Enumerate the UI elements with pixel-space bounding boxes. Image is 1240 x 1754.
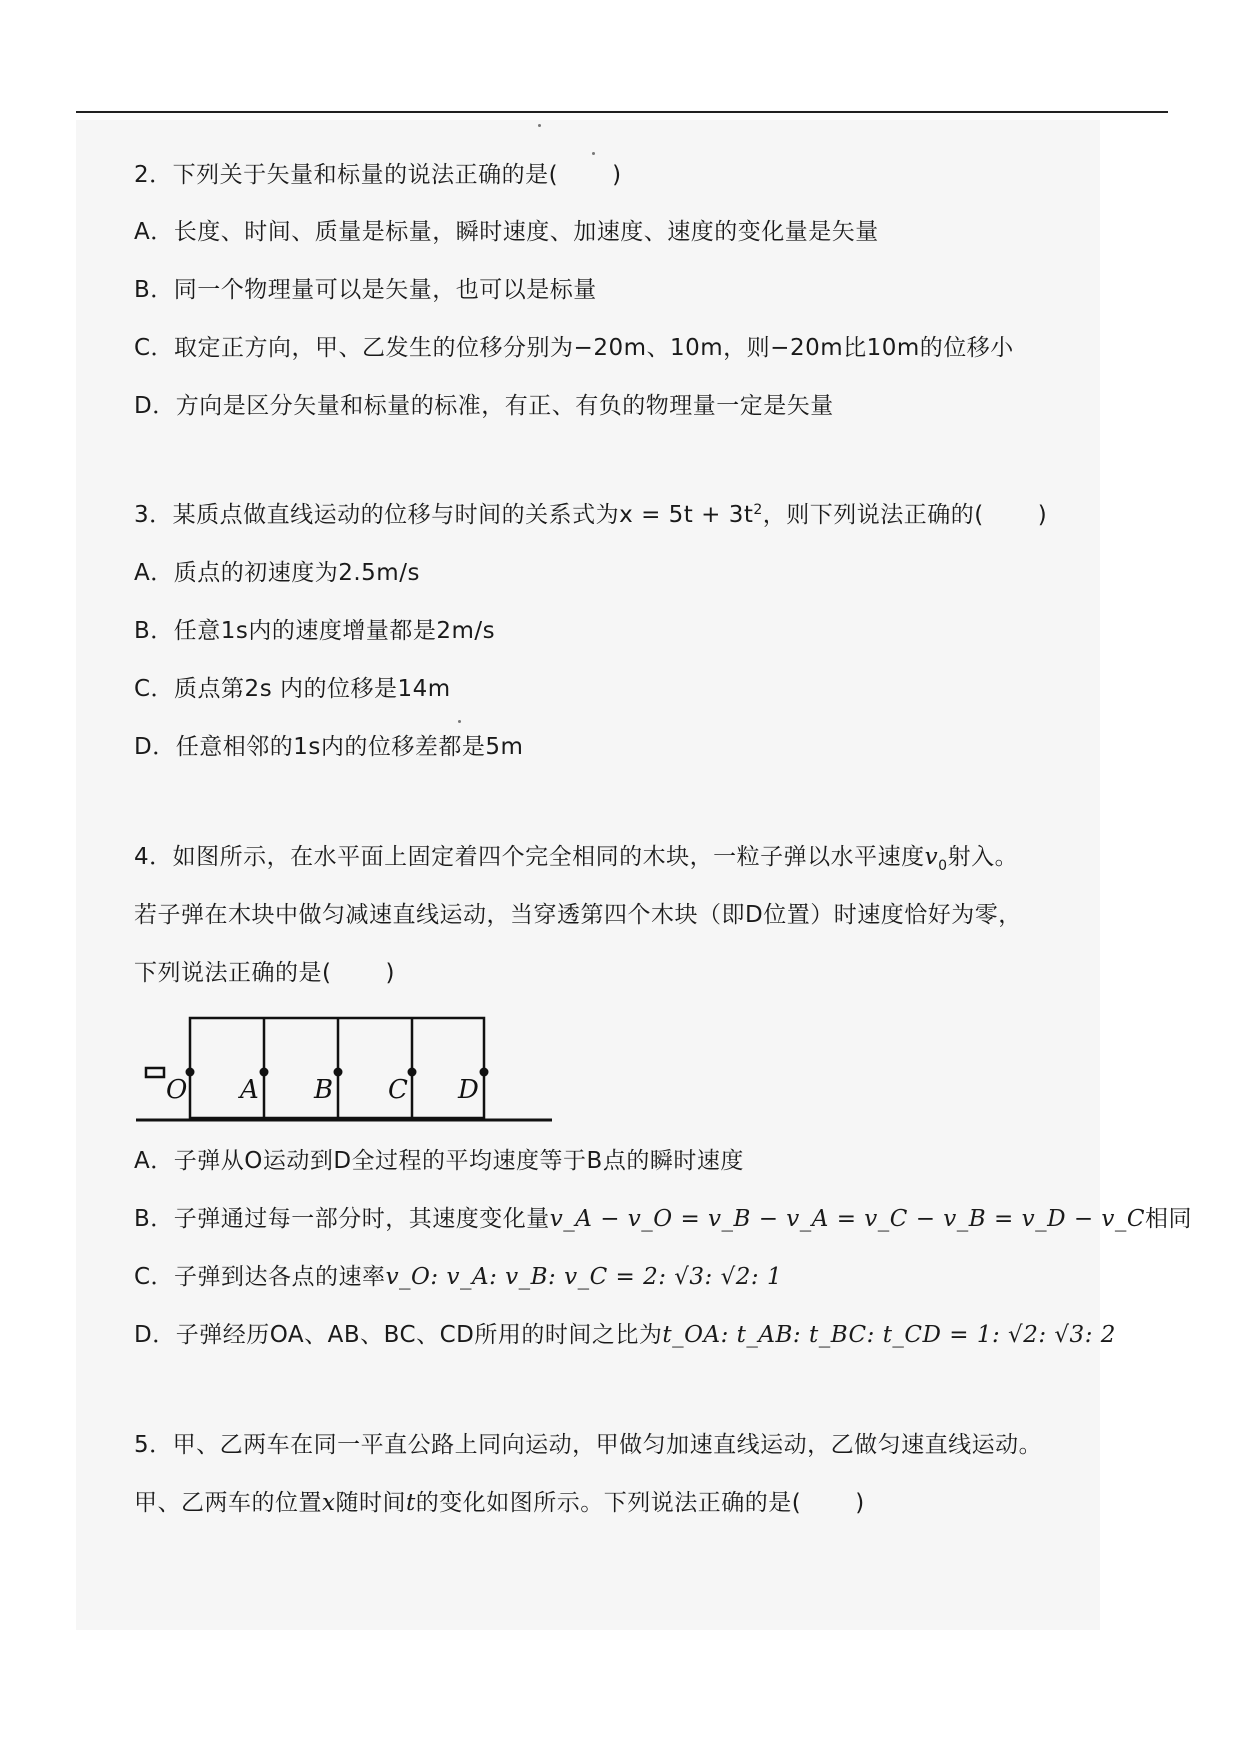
point-label-b: B bbox=[314, 1075, 334, 1105]
bullet-icon bbox=[146, 1068, 164, 1077]
question-3-stem: 3．某质点做直线运动的位移与时间的关系式为$x = 5t + 3t^2$，则下列说法正确的( ) bbox=[134, 502, 1048, 528]
point-d-dot bbox=[480, 1068, 489, 1077]
speed-ratio-formula: v_O: v_A: v_B: v_C = 2: √3: √2: 1 bbox=[385, 1264, 783, 1290]
question-4-stem-line3: 下列说法正确的是( ) bbox=[134, 960, 395, 986]
question-5-stem-line1: 5．甲、乙两车在同一平直公路上同向运动，甲做匀加速直线运动，乙做匀速直线运动。 bbox=[134, 1432, 1043, 1458]
point-a-dot bbox=[260, 1068, 269, 1077]
question-3-option-d: D．任意相邻的1s内的位移差都是5m bbox=[134, 734, 524, 760]
point-c-dot bbox=[408, 1068, 417, 1077]
question-3-option-a: A．质点的初速度为2.5m/s bbox=[134, 560, 420, 586]
question-4-option-a: A．子弹从O运动到D全过程的平均速度等于B点的瞬时速度 bbox=[134, 1148, 744, 1174]
question-4-stem-line2: 若子弹在木块中做匀减速直线运动，当穿透第四个木块（即D位置）时速度恰好为零， bbox=[134, 902, 1022, 928]
wood-blocks-figure bbox=[134, 1014, 564, 1126]
question-4-option-c: C．子弹到达各点的速率v_O: v_A: v_B: v_C = 2: √3: √2: 1 bbox=[134, 1264, 783, 1290]
point-b-dot bbox=[334, 1068, 343, 1077]
question-2-stem: 2．下列关于矢量和标量的说法正确的是( ) bbox=[134, 162, 622, 188]
velocity-change-formula: v_A − v_O = v_B − v_A = v_C − v_B = v_D − v_C bbox=[549, 1206, 1146, 1232]
scan-speck bbox=[592, 152, 595, 155]
point-label-a: A bbox=[240, 1075, 259, 1105]
time-ratio-formula: t_OA: t_AB: t_BC: t_CD = 1: √2: √3: 2 bbox=[662, 1322, 1116, 1348]
point-label-c: C bbox=[388, 1075, 408, 1105]
point-label-d: D bbox=[458, 1075, 479, 1105]
question-5-stem-line2: 甲、乙两车的位置x随时间t的变化如图所示。下列说法正确的是( ) bbox=[134, 1490, 865, 1516]
question-2-option-b: B．同一个物理量可以是矢量，也可以是标量 bbox=[134, 277, 597, 303]
question-2-option-a: A．长度、时间、质量是标量，瞬时速度、加速度、速度的变化量是矢量 bbox=[134, 219, 879, 245]
scan-speck bbox=[538, 124, 541, 127]
question-4-option-d: D．子弹经历OA、AB、BC、CD所用的时间之比为t_OA: t_AB: t_BC: t_CD = 1: √2: √3: 2 bbox=[134, 1322, 1116, 1348]
top-rule bbox=[76, 111, 1168, 113]
scan-speck bbox=[458, 720, 461, 723]
question-4-option-b: B．子弹通过每一部分时，其速度变化量v_A − v_O = v_B − v_A = v_C − v_B = v_D − v_C相同 bbox=[134, 1206, 1193, 1232]
question-3-option-c: C．质点第2s 内的位移是14m bbox=[134, 676, 451, 702]
point-label-o: O bbox=[166, 1075, 188, 1105]
question-4-stem-line1: 4．如图所示，在水平面上固定着四个完全相同的木块，一粒子弹以水平速度$v_0$射入。 bbox=[134, 844, 1019, 874]
question-2-option-c: C．取定正方向，甲、乙发生的位移分别为−20m、10m，则−20m比10m的位移小 bbox=[134, 335, 1014, 361]
question-3-option-b: B．任意1s内的速度增量都是2m/s bbox=[134, 618, 496, 644]
displacement-formula: $x = 5t + 3t^2$ bbox=[619, 502, 763, 528]
question-2-option-d: D．方向是区分矢量和标量的标准，有正、有负的物理量一定是矢量 bbox=[134, 393, 834, 419]
